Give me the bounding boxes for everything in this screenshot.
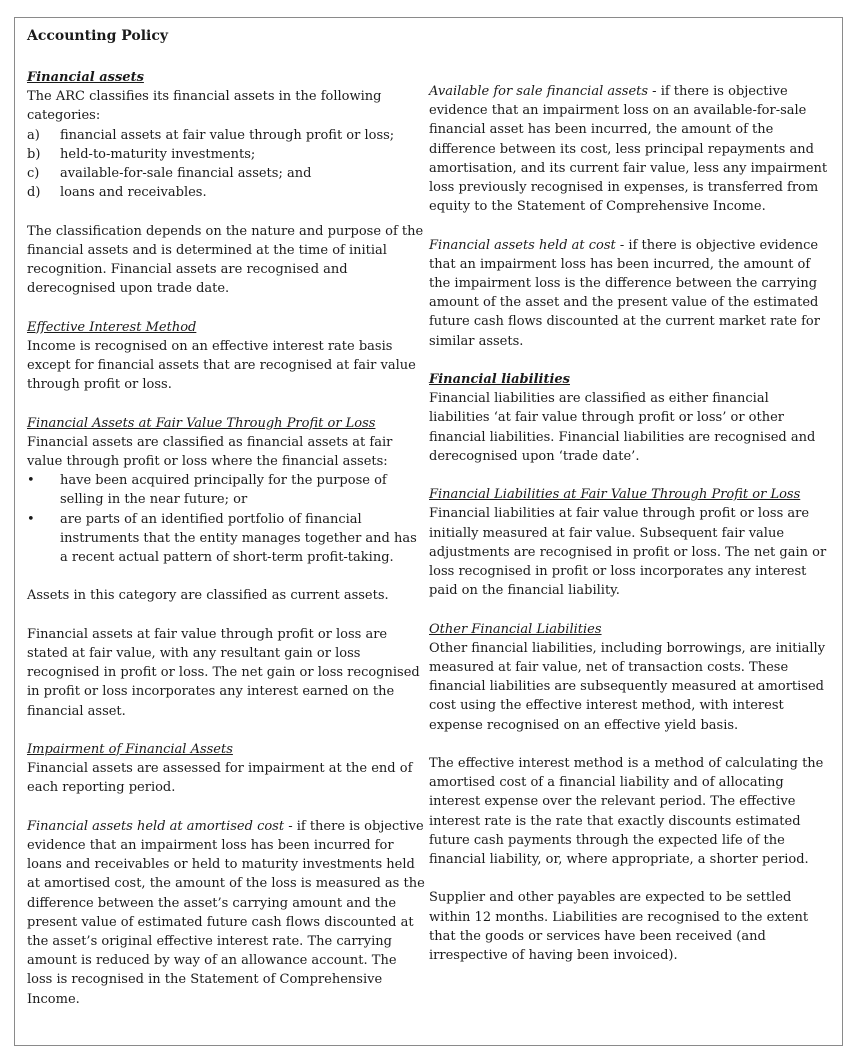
other-liabilities-paragraph: Other financial liabilities, including borrowings, are initially measured at fair value, net of transaction costs. These financial liabilities are subsequently measured at amortised cost using the effective interest method, with interest expense recognised on an effective yield basis. (429, 640, 826, 733)
list-marker: a) (27, 127, 40, 143)
afs-text: - if there is objective evidence that an impairment loss on an available-for-sale financial asset has been incurred, the amount of the difference between its cost, less principal repayments and amortisation, and its current fair value, less any impairment loss previously recognised in expenses, is transferred from equity to the Statement of Comprehensive Income. (429, 84, 828, 215)
fvtpl-liabilities-heading: Financial Liabilities at Fair Value Through Profit or Loss (429, 487, 801, 503)
impairment-paragraph: Financial assets are assessed for impairment at the end of each reporting period. (27, 761, 413, 796)
policy-frame (14, 17, 843, 1046)
other-liabilities-heading: Other Financial Liabilities (429, 621, 602, 637)
current-assets-paragraph: Assets in this category are classified as current assets. (27, 588, 389, 604)
list-marker: b) (27, 146, 41, 162)
list-item (27, 145, 425, 164)
financial-liabilities-paragraph: Financial liabilities are classified as either financial liabilities ‘at fair value through profit or loss’ or other financial liabilities. Financial liabilities are recognised and derecognised upon ‘trade date’. (429, 391, 816, 464)
effective-interest-heading: Effective Interest Method (27, 319, 197, 335)
list-marker: c) (27, 166, 40, 182)
bullet-text: have been acquired principally for the purpose of selling in the near future; or (60, 473, 387, 508)
list-item (27, 126, 425, 145)
impairment-heading: Impairment of Financial Assets (27, 742, 233, 758)
bullet-item (27, 471, 425, 509)
list-item (27, 164, 425, 183)
right-column (429, 82, 831, 965)
amortised-cost-text: - if there is objective evidence that an impairment loss has been incurred for loans and receivables or held to maturity investments held at amortised cost, the amount of the loss is measured as the difference between the asset’s carrying amount and the present value of estimated future cash flows discounted at the asset’s original effective interest rate. The carrying amount is reduced by way of an allowance account. The loss is recognised in the Statement of Comprehensive Income. (27, 818, 425, 1007)
payables-paragraph: Supplier and other payables are expected to be settled within 12 months. Liabilities are recognised to the extent that the goods or services have been received (and irrespective of having been invoiced). (429, 890, 809, 964)
held-at-cost-lead: Financial assets held at cost (429, 237, 616, 253)
amortised-cost-lead: Financial assets held at amortised cost (27, 818, 285, 834)
list-text: held-to-maturity investments; (60, 146, 256, 162)
bullet-marker: • (27, 473, 35, 489)
financial-assets-heading: Financial assets (27, 70, 144, 85)
effective-interest-paragraph: Income is recognised on an effective interest rate basis except for financial assets that are recognised at fair value through profit or loss. (27, 338, 416, 393)
held-at-cost-text: - if there is objective evidence that an impairment loss has been incurred, the amount of the impairment loss is the difference between the carrying amount of the asset and the present value of the estimated future cash flows discounted at the current market rate for similar assets. (429, 237, 820, 349)
afs-lead: Available for sale financial assets (429, 84, 649, 99)
amortised-cost-paragraph (27, 817, 425, 1009)
fvtpl-stated-paragraph: Financial assets at fair value through profit or loss are stated at fair value, with any resultant gain or loss recognised in profit or loss. The net gain or loss recognised in profit or loss incorporates any interest earned on the financial asset. (27, 626, 420, 719)
bullet-marker: • (27, 511, 35, 527)
bullet-text: are parts of an identified portfolio of financial instruments that the entity manages together and has a recent actual pattern of short-term profit-taking. (60, 511, 417, 566)
page-title: Accounting Policy (27, 28, 169, 44)
list-text: financial assets at fair value through profit or loss; (60, 127, 395, 143)
financial-liabilities-heading: Financial liabilities (429, 372, 570, 388)
intro-paragraph: The ARC classifies its financial assets in the following categories: (27, 89, 382, 124)
afs-paragraph (429, 82, 831, 216)
list-item (27, 183, 425, 202)
list-marker: d) (27, 185, 41, 201)
effective-interest-method-paragraph: The effective interest method is a method of calculating the amortised cost of a financial liability and of allocating interest expense over the relevant period. The effective interest rate is the rate that exactly discounts estimated future cash payments through the expected life of the financial liability, or, where appropriate, a shorter period. (429, 756, 824, 868)
left-column (27, 68, 425, 1009)
list-text: loans and receivables. (60, 185, 207, 201)
classification-paragraph: The classification depends on the nature and purpose of the financial assets and is determined at the time of initial recognition. Financial assets are recognised and derecognised upon trade date. (27, 223, 424, 297)
list-text: available-for-sale financial assets; and (60, 166, 312, 182)
fvtpl-assets-heading: Financial Assets at Fair Value Through Profit or Loss (27, 415, 376, 431)
held-at-cost-paragraph (429, 236, 831, 351)
bullet-item (27, 510, 425, 568)
fvtpl-intro-paragraph: Financial assets are classified as financial assets at fair value through profit or loss where the financial assets: (27, 434, 393, 470)
fvtpl-liabilities-paragraph: Financial liabilities at fair value through profit or loss are initially measured at fair value. Subsequent fair value adjustments are recognised in profit or loss. The net gain or loss recognised in profit or loss incorporates any interest paid on the financial liability. (429, 506, 827, 599)
